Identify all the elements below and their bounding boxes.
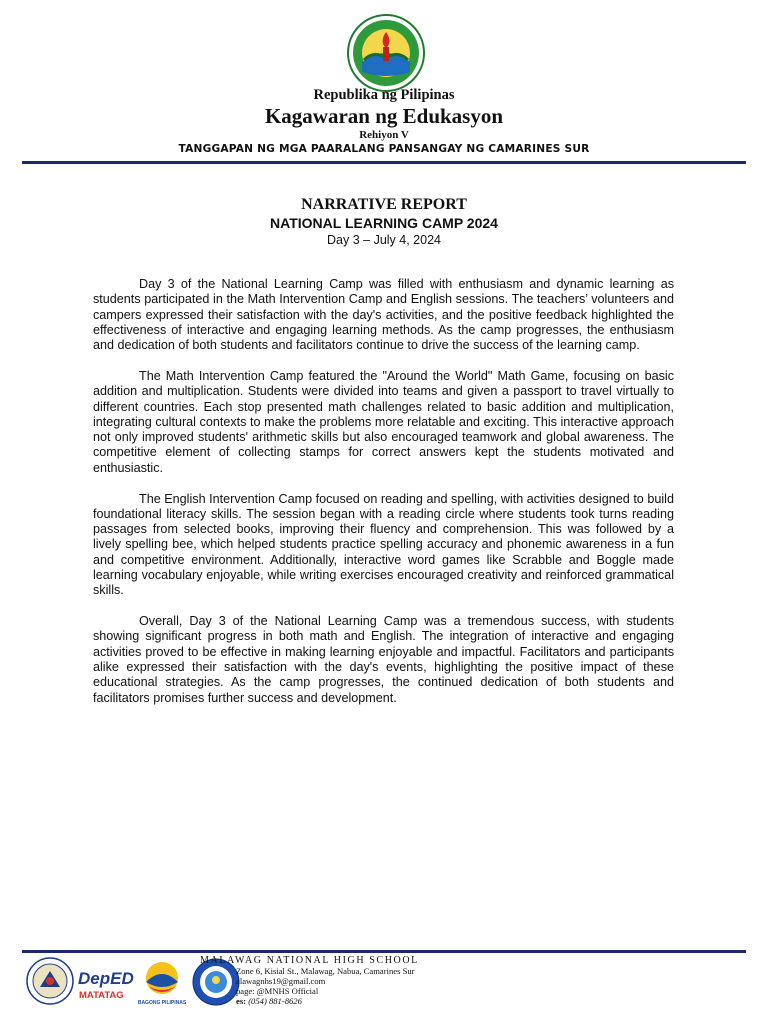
paragraph: Day 3 of the National Learning Camp was filled with enthusiasm and dynamic learning as students participated in the Math Intervention Camp and English sessions. The teachers’ volunteers and campers expressed their satisfaction with the day's activities, and the positive feedback highlighted the effectiveness of interactive and engaging learning methods. As the camp progresses, the enthusiasm and dedication of both students and facilitators continue to drive the success of the learning camp. [93,277,674,353]
department-heading: Kagawaran ng Edukasyon [264,104,504,128]
region-heading: Rehiyon V [359,129,409,141]
school-phone: (054) 881-8626 [248,996,302,1006]
footer-divider [22,950,746,953]
header-divider [22,161,746,164]
bagong-pilipinas-logo [138,958,186,1006]
report-date: Day 3 – July 4, 2024 [327,233,441,247]
paragraph: Overall, Day 3 of the National Learning Camp was a tremendous success, with students showing significant progress in both math and English. The integration of interactive and engaging activities proved to be effective in making learning enjoyable and impactful. Facilitators and participants alike expressed their satisfaction with the day's events, highlighting the positive impact of these educational strategies. As the camp progresses, the continued dedication of both students and facilitators promises further success and development. [93,614,674,705]
deped-matatag-logo [78,962,134,1002]
report-body [93,277,674,721]
matatag-text: MATATAG [79,990,124,1001]
deped-logo-text: DepED [78,969,134,988]
school-email: alawagnhs19@gmail.com [236,976,326,986]
report-subtitle: NATIONAL LEARNING CAMP 2024 [270,215,498,231]
school-name: MALAWAG NATIONAL HIGH SCHOOL [200,955,419,966]
deped-seal-footer-logo [26,957,74,1005]
school-facebook: page: @MNHS Official [236,986,319,996]
paragraph: The English Intervention Camp focused on reading and spelling, with activities designed to build foundational literacy skills. The session began with a reading circle where students took turns reading passages from selected books, improving their fluency and comprehension. This was followed by a lively spelling bee, which helped students practice spelling accuracy and phonemic awareness in a fun and competitive environment. Additionally, interactive word games like Scrabble and Boggle made learning vocabulary enjoyable, while writing exercises encouraged creativity and reinforced grammatical skills. [93,491,674,598]
school-address: Zone 6, Kisial St., Malawag, Nabua, Camarines Sur [236,966,415,976]
paragraph: The Math Intervention Camp featured the "Around the World" Math Game, focusing on basic addition and multiplication. Students were divided into teams and given a passport to travel virtually to different countries. Each stop presented math challenges related to basic addition and multiplication, integrating cultural contexts to make the problems more relatable and exciting. This interactive approach not only improved students' arithmetic skills but also encouraged teamwork and global awareness. The competitive element of collecting stamps for correct answers kept the students motivated and enthusiastic. [93,368,674,475]
bagong-pilipinas-text: BAGONG PILIPINAS [137,1000,187,1006]
phone-label: es: [236,996,247,1006]
school-phone-line [236,996,302,1006]
deped-seal-logo [346,14,426,92]
office-heading: TANGGAPAN NG MGA PAARALANG PANSANGAY NG CAMARINES SUR [178,143,590,155]
country-heading: Republika ng Pilipinas [313,87,455,103]
report-title: NARRATIVE REPORT [301,196,467,213]
